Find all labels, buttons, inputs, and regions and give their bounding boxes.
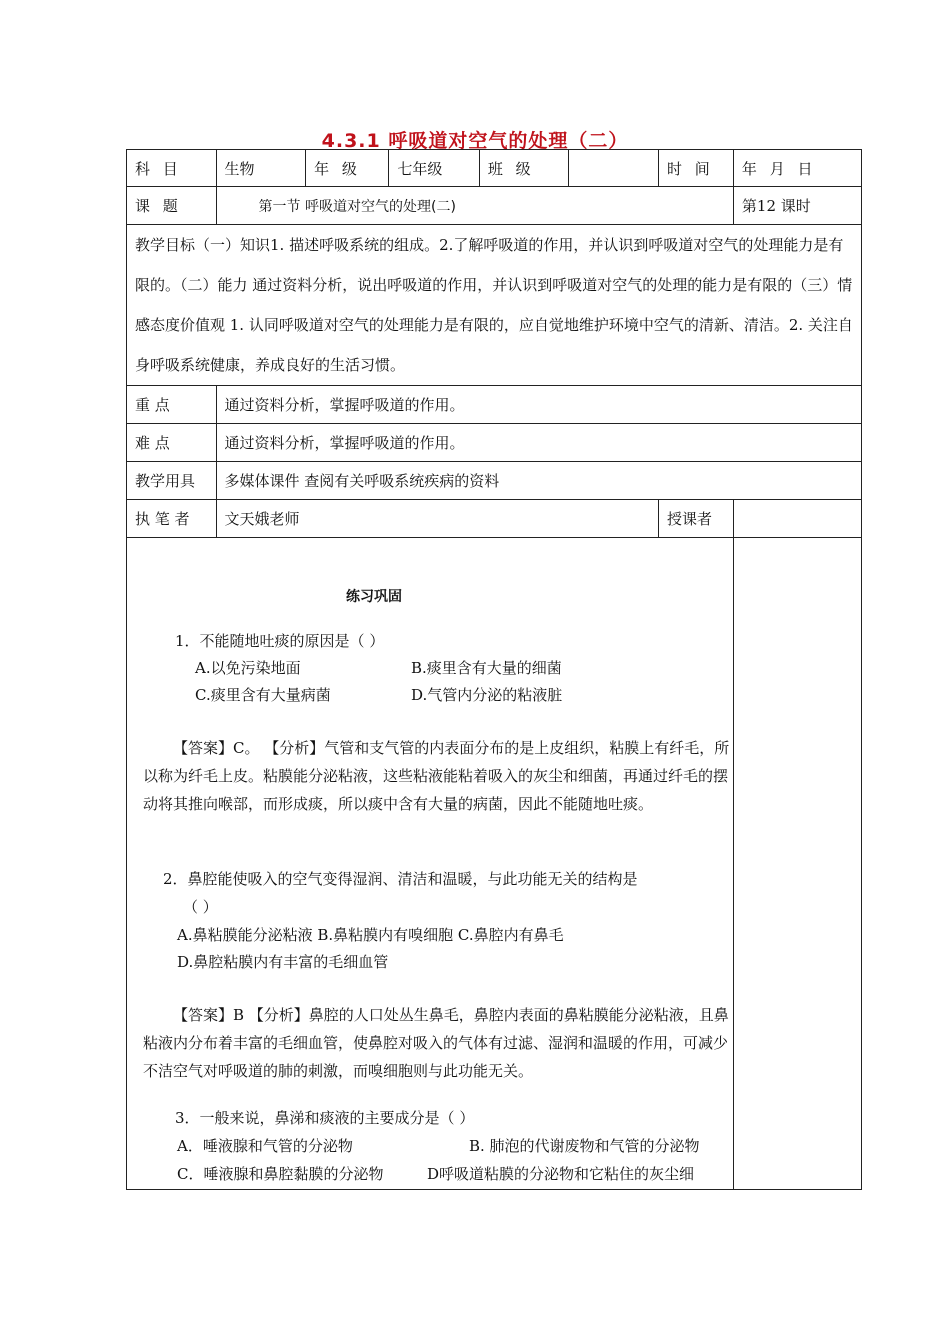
page-title: 4.3.1 呼吸道对空气的处理（二） [321,130,629,152]
time-value: 年 月 日 [733,150,861,187]
q3-option-a: A．唾液腺和气管的分泌物 [177,1137,353,1155]
author-row [127,500,862,538]
topic-value: 第一节 呼吸道对空气的处理(二) [216,187,733,225]
practice-title: 练习巩固 [346,589,402,605]
time-label: 时 间 [658,150,733,187]
class-label: 班 级 [479,150,569,187]
q3-option-d: D呼吸道粘膜的分泌物和它粘住的灰尘细 [427,1165,695,1183]
author-label: 执 笔 者 [127,500,217,538]
teaching-goals: 教学目标（一）知识1. 描述呼吸系统的组成。2.了解呼吸道的作用，并认识到呼吸道对空气的处理能力是有限的。（二）能力 通过资料分析，说出呼吸道的作用，并认识到呼吸道对空气的处理的能力是有限的（三）情感态度价值观 1. 认同呼吸道对空气的处理能力是有限的，应自觉地维护环境中空气的清新、清洁。2. 关注自身呼吸系统健康，养成良好的生活习惯。 [127,225,862,386]
tools-row [127,462,862,500]
tools-label: 教学用具 [127,462,217,500]
key-point-value: 通过资料分析，掌握呼吸道的作用。 [216,386,861,424]
topic-label: 课 题 [127,187,217,225]
difficulty-row [127,424,862,462]
lesson-plan-table [126,149,862,1190]
topic-row [127,187,862,225]
q3-stem: 3．一般来说，鼻涕和痰液的主要成分是（ ） [175,1109,475,1127]
q2-options-abc: A.鼻粘膜能分泌粘液 B.鼻粘膜内有嗅细胞 C.鼻腔内有鼻毛 [177,926,564,944]
grade-label: 年 级 [306,150,389,187]
q1-option-c: C.痰里含有大量病菌 [195,686,331,704]
q1-option-a: A.以免污染地面 [195,659,301,677]
key-point-label: 重 点 [127,386,217,424]
header-row [127,150,862,187]
tools-value: 多媒体课件 查阅有关呼吸系统疾病的资料 [216,462,861,500]
author-value: 文天娥老师 [216,500,658,538]
q2-stem: 2．鼻腔能使吸入的空气变得湿润、清洁和温暖，与此功能无关的结构是 [163,870,638,888]
q2-paren: （ ） [183,898,218,916]
notes-column [733,538,861,1190]
q1-stem: 1．不能随地吐痰的原因是（ ） [175,632,385,650]
difficulty-value: 通过资料分析，掌握呼吸道的作用。 [216,424,861,462]
q1-answer: 【答案】C。 【分析】气管和支气管的内表面分布的是上皮组织，粘膜上有纤毛，所以称为纤毛上皮。粘膜能分泌粘液，这些粘液能粘着吸入的灰尘和细菌，再通过纤毛的摆动将其推向喉部，而形成痰，所以痰中含有大量的病菌，因此不能随地吐痰。 [143,739,730,813]
q1-option-d: D.气管内分泌的粘液脏 [411,686,563,704]
practice-row [127,538,862,1190]
q3-option-b: B. 肺泡的代谢废物和气管的分泌物 [469,1137,700,1155]
subject-label: 科 目 [127,150,217,187]
key-point-row [127,386,862,424]
q3-option-c: C．唾液腺和鼻腔黏膜的分泌物 [177,1165,384,1183]
grade-value: 七年级 [389,150,480,187]
goals-row [127,225,862,386]
practice-cell [127,538,734,1190]
q2-option-d: D.鼻腔粘膜内有丰富的毛细血管 [177,953,389,971]
difficulty-label: 难 点 [127,424,217,462]
subject-value: 生物 [216,150,306,187]
class-value [569,150,659,187]
period-value: 第12 课时 [733,187,861,225]
q2-answer: 【答案】B 【分析】鼻腔的人口处丛生鼻毛，鼻腔内表面的鼻粘膜能分泌粘液，且鼻粘液内分布着丰富的毛细血管，使鼻腔对吸入的气体有过滤、湿润和温暖的作用，可减少不洁空气对呼吸道的肺的刺激，而嗅细胞则与此功能无关。 [143,1006,729,1080]
q1-option-b: B.痰里含有大量的细菌 [411,659,562,677]
teacher-label: 授课者 [658,500,733,538]
teacher-value [733,500,861,538]
